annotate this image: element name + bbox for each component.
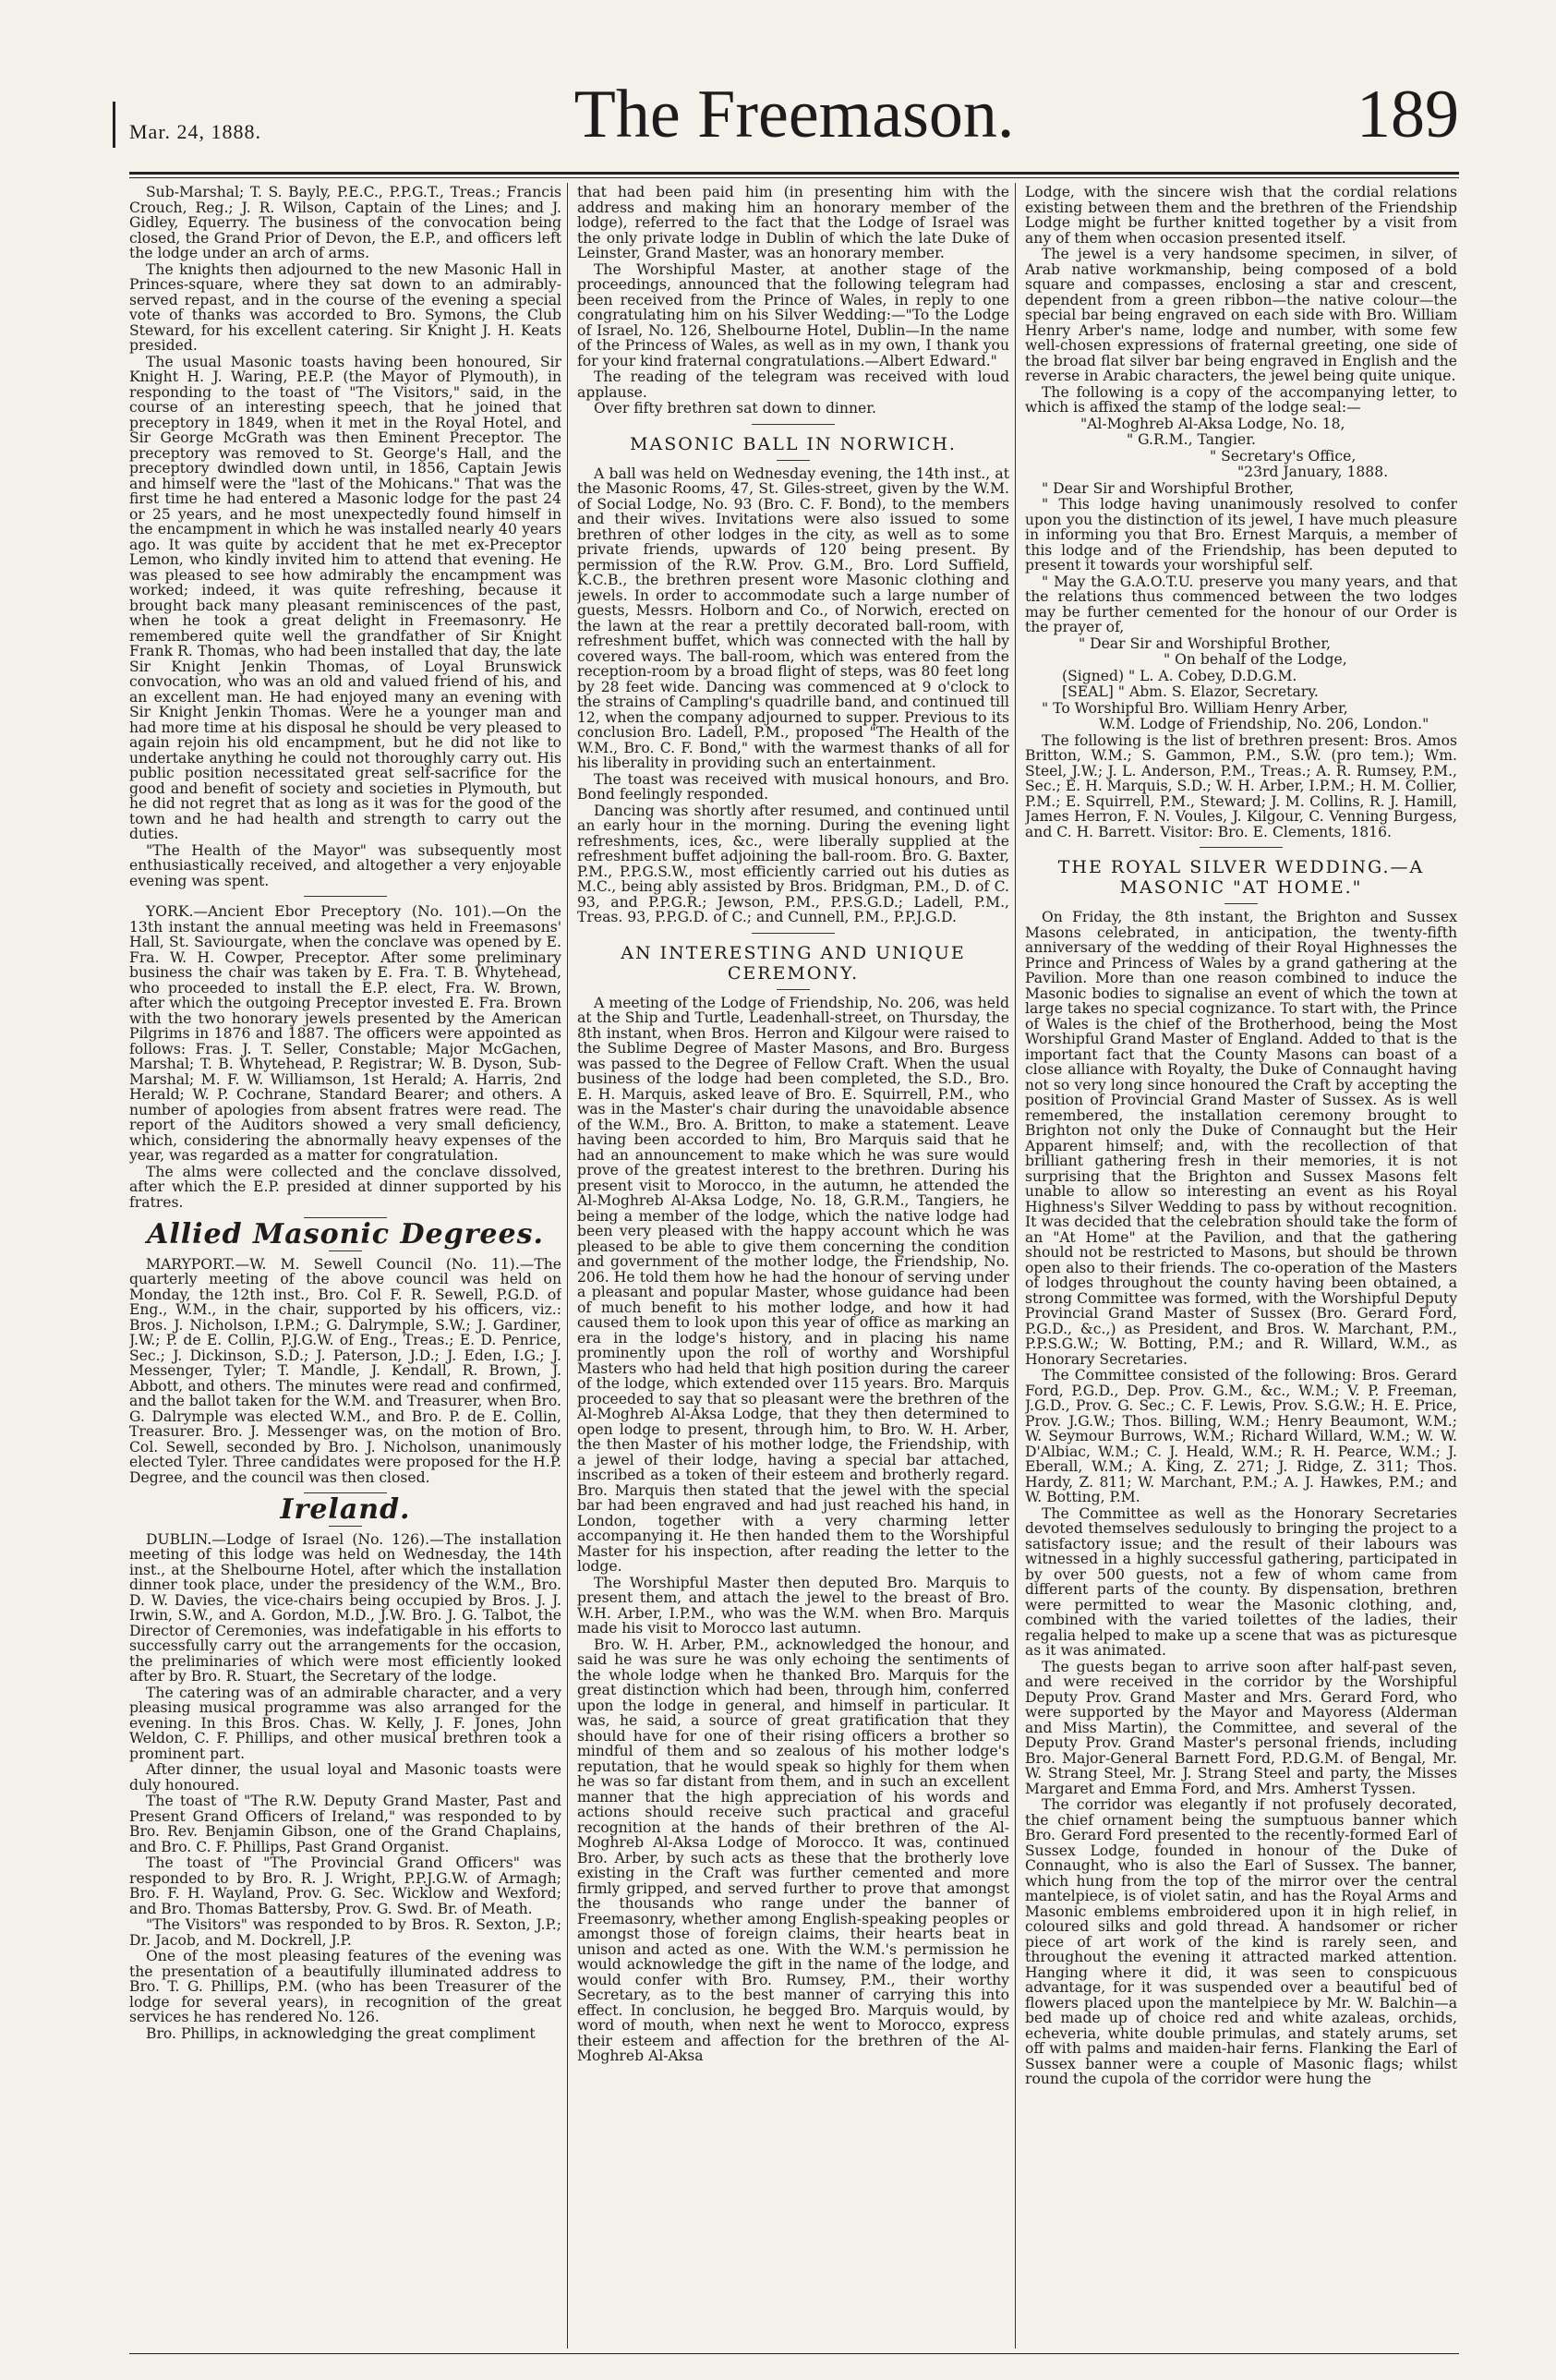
ceremony-report: A meeting of the Lodge of Friendship, No. 206, was held at the Ship and Turtle, Leadenhall-street, on Thursday, the 8th instant, when Bros. Herron and Kilgour were raised to the Sublime Degree of Master Masons, and Bro. Burgess was passed to the Degree of Fellow Craft. When the usual business of the lodge had been completed, the S.D., Bro. E. H. Marquis, asked leave of Bro. E. Squirrell, P.M., who was in the Master's chair during the unavoidable absence of the W.M., Bro. A. Britton, to make a statement. Leave having been accorded to him, Bro Marquis said that he had an announcement to make which he was sure would prove of the greatest interest to the brethren. During his present visit to Morocco, in the autumn, he attended the Al-Moghreb Al-Aksa Lodge, No. 18, G.R.M., Tangiers, he being a member of the lodge, which the native lodge had been very pleased with the happy account which he was pleased to be able to give them concerning the condition and government of the mother lodge, the Friendship, No. 206. He told them how he had the honour of serving under a pleasant and popular Master, whose guidance had been of much benefit to his mother lodge, and how it had caused them to look upon this year of office as marking an era in the lodge's history, and in placing his name prominently upon the roll of worthy and Worshipful Masters who had held that high position during the career of the lodge, which extended over 115 years. Bro. Marquis proceeded to say that so pleasant were the brethren of the Al-Moghreb Al-Aksa Lodge, that they then determined to open lodge to present, through him, to Bro. W. H. Arber, the then Master of his mother lodge, the Friendship, with a jewel of their lodge, having a special bar attached, inscribed as a token of their esteem and brotherly regard. Bro. Marquis then stated that the jewel with the special bar had been engraved and had just reached his hand, in London, together with a very charming letter accompanying it. He then handed them to the Worshipful Master for his inspection, after reading the letter to the lodge. <box>577 994 1009 1575</box>
letter-line: "23rd January, 1888. <box>1237 464 1389 480</box>
dublin-report: DUBLIN.—Lodge of Israel (No. 126).—The installation meeting of this lodge was held on Wednesday, the 14th inst., at the Shelbourne Hotel, after which the installation dinner took place, under the presidency of the W.M., Bro. D. W. Davies, the vice-chairs being occupied by Bros. J. J. Irwin, S.W., and A. Gordon, M.D., J.W. Bro. J. G. Talbot, the Director of Ceremonies, was indefatigable in his efforts to successfully carry out the arrangements for the occasion, the preliminaries of which were most efficiently looked after by Bro. R. Stuart, the Secretary of the lodge. <box>129 1530 561 1685</box>
column-2 <box>577 185 1009 2346</box>
ball-report: The toast was received with musical honours, and Bro. Bond feelingly responded. <box>577 770 1009 803</box>
section-divider <box>1224 903 1258 904</box>
column-1 <box>129 185 561 2346</box>
section-heading-royal-silver-wedding: THE ROYAL SILVER WEDDING.—A MASONIC "AT HOME." <box>1057 857 1425 898</box>
letter-line: " To Worshipful Bro. William Henry Arber, <box>1042 699 1348 717</box>
ceremony-report: The Worshipful Master then deputed Bro. Marquis to present them, and attach the jewel to the breast of Bro. W.H. Arber, I.P.M., who was the W.M. when Bro. Marquis made his visit to Morocco last autumn. <box>577 1574 1009 1637</box>
article-paragraph: The Worshipful Master, at another stage of the proceedings, announced that the following telegram had been received from the Prince of Wales, in reply to one congratulating him on his Silver Wedding:—"To the Lodge of Israel, No. 126, Shelbourne Hotel, Dublin—In the name of the Princess of Wales, as well as in my own, I thank you for your kind fraternal congratulations.—Albert Edward." <box>577 260 1009 369</box>
maryport-report: MARYPORT.—W. M. Sewell Council (No. 11).—The quarterly meeting of the above council was held on Monday, the 12th inst., Bro. Col F. R. Sewell, P.G.D. of Eng., W.M., in the chair, supported by his officers, viz.: Bros. J. Nicholson, I.P.M.; G. Dalrymple, S.W.; J. Gardiner, J.W.; P. de E. Collin, P.J.G.W. of Eng., Treas.; E. D. Penrice, Sec.; J. Dickinson, S.D.; J. Paterson, J.D.; J. Eden, I.G.; J. Messenger, Tyler; T. Mandle, J. Kendall, R. Brown, J. Abbott, and others. The minutes were read and confirmed, and the ballot taken for the W.M. and Treasurer, when Bro. G. Dalrymple was elected W.M., and Bro. P. de E. Collin, Treasurer. Bro. J. Messenger was, on the motion of Bro. Col. Sewell, seconded by Bro. J. Nicholson, unanimously elected Tyler. Three candidates were proposed for the H.P. Degree, and the council was then closed. <box>129 1255 561 1486</box>
article-paragraph: that had been paid him (in presenting him with the address and making him an honorary member of the lodge), referred to the fact that the Lodge of Israel was the only private lodge in Dublin of which the late Duke of Leinster, Grand Master, was an honorary member. <box>577 185 1009 261</box>
column-divider <box>1015 183 1016 2349</box>
letter-signature: [SEAL] " Abm. S. Elazor, Secretary. <box>1062 683 1319 700</box>
ceremony-report: Bro. W. H. Arber, P.M., acknowledged the honour, and said he was sure he was only echoing the sentiments of the whole lodge when he thanked Bro. Marquis for the great distinction which had been, through him, conferred upon the lodge in general, and himself in particular. It was, he said, a source of great gratification that they should have for one of their rising officers a brother so mindful of them and so zealous of his mother lodge's reputation, that he would speak so highly for them when he was so far distant from them, and in such an excellent manner that the high appreciation of his words and actions should receive such practical and graceful recognition at the hands of their brethren of the Al-Moghreb Al-Aksa Lodge of Morocco. It was, continued Bro. Arber, by such acts as these that the brotherly love existing in the Craft was further cemented and more firmly gripped, and served further to prove that amongst the thousands who range under the banner of Freemasonry, whether among English-speaking peoples or amongst those of foreign claims, their hearts beat in unison and acted as one. With the W.M.'s permission he would acknowledge the gift in the name of the lodge, and would confer with Bro. Rumsey, P.M., their worthy Secretary, as to the best manner of carrying this into effect. In conclusion, he begged Bro. Marquis would, by word of mouth, when next he went to Morocco, express their esteem and affection for the brethren of the Al-Moghreb Al-Aksa <box>577 1636 1009 2064</box>
dublin-report: Bro. Phillips, in acknowledging the great compliment <box>146 2024 536 2042</box>
article-paragraph: The usual Masonic toasts having been honoured, Sir Knight H. J. Waring, P.E.P. (the Mayor of Plymouth), in responding to the toast of "The Visitors," said, in the course of an interesting speech, that he joined that preceptory in 1849, when it met in the Royal Hotel, and Sir George McGrath was then Eminent Preceptor. The preceptory was removed to St. George's Hall, and the preceptory dwindled down until, in 1856, Captain Jewis and himself were the "last of the Mohicans." That was the first time he had entered a Masonic lodge for the past 24 or 25 years, and he most unexpectedly found himself in the encampment in which he was installed nearly 40 years ago. It was quite by accident that he met ex-Preceptor Lemon, who kindly invited him to attend that evening. He was pleased to see how admirably the encampment was worked; indeed, it was quite refreshing, because it brought back many pleasant reminiscences of the past, when he took a great delight in Freemasonry. He remembered quite well the grandfather of Sir Knight Frank R. Thomas, who had been installed that day, the late Sir Knight Jenkin Thomas, of Loyal Brunswick convocation, who was an old and valued friend of his, and an excellent man. He had enjoyed many an evening with Sir Knight Jenkin Thomas. Were he a younger man and had more time at his disposal he should be very pleased to again rejoin his old encampment, but he did not like to undertake anything he could not thoroughly carry out. His public position necessitated great self-sacrifice for the good and benefit of society and societies in Plymouth, but he did not regret that as long as it was for the good of the town and he had health and strength to carry out the duties. <box>129 353 561 842</box>
masthead-rule-thin <box>129 177 1459 178</box>
letter-line: " On behalf of the Lodge, <box>1164 651 1347 668</box>
ball-report: A ball was held on Wednesday evening, the 14th inst., at the Masonic Rooms, 47, St. Giles-street, given by the W.M. of Social Lodge, No. 93 (Bro. C. F. Bond), to the members and their wives. Invitations were also issued to some brethren of other lodges in the city, as well as to some private friends, upwards of 120 being present. By permission of the R.W. Prov. G.M., Bro. Lord Suffield, K.C.B., the brethren present wore Masonic clothing and jewels. In order to accommodate such a large number of guests, Messrs. Holborn and Co., of Norwich, erected on the lawn at the rear a prettily decorated ball-room, with refreshment buffet, which was connected with the hall by covered ways. The ball-room, which was entered from the reception-room by a broad flight of steps, was 80 feet long by 28 feet wide. Dancing was commenced at 9 o'clock to the strains of Campling's quadrille band, and continued till 12, when the company adjourned to supper. Previous to its conclusion Bro. Ladell, P.M., proposed "The Health of the W.M., Bro. C. F. Bond," with the warmest thanks of all for his liberality in providing such an entertainment. <box>577 465 1009 771</box>
footer-rule <box>129 2353 1459 2354</box>
section-heading-ireland: Ireland. <box>280 1493 411 1526</box>
letter-line: " Secretary's Office, <box>1210 447 1357 465</box>
wedding-report: The guests began to arrive soon after half-past seven, and were received in the corridor by the Worshipful Deputy Prov. Grand Master and Mrs. Gerard Ford, who were supported by the Mayor and Mayoress (Alderman and Miss Martin), the Committee, and several of the Deputy Prov. Grand Master's personal friends, including Bro. Major-General Barnett Ford, P.D.G.M. of Bengal, Mr. W. Strang Steel, Mr. J. Strang Steel and party, the Misses Margaret and Emma Ford, and Mrs. Amherst Tyssen. <box>1025 1658 1457 1797</box>
section-divider <box>777 460 810 461</box>
wedding-report: The Committee as well as the Honorary Secretaries devoted themselves sedulously to bringing the project to a satisfactory issue; and the result of their labours was witnessed in a highly successful gathering, participated in by over 500 guests, not a few of whom came from different parts of the county. By dispensation, brethren were permitted to wear the Masonic clothing, and, combined with the varied toilettes of the ladies, their regalia helped to make up a scene that was as picturesque as it was animated. <box>1025 1504 1457 1659</box>
article-paragraph: The knights then adjourned to the new Masonic Hall in Princes-square, where they sat down to an admirably-served repast, and in the course of the evening a special vote of thanks was accorded to Bro. Symons, the Club Steward, for his excellent catering. Sir Knight J. H. Keats presided. <box>129 260 561 354</box>
york-report: YORK.—Ancient Ebor Preceptory (No. 101).—On the 13th instant the annual meeting was held in Freemasons' Hall, St. Saviourgate, when the conclave was opened by E. Fra. W. H. Cowper, Preceptor. After some preliminary business the chair was taken by E. Fra. T. B. Whytehead, who proceeded to install the E.P. elect, Fra. W. Brown, after which the outgoing Preceptor invested E. Fra. Brown with the two honorary jewels presented by the American Pilgrims in 1876 and 1887. The officers were appointed as follows: Fras. J. T. Seller, Constable; Major McGachen, Marshal; T. B. Whytehead, P. Registrar; W. B. Dyson, Sub-Marshal; M. F. W. Williamson, 1st Herald; A. Harris, 2nd Herald; W. P. Cochrane, Standard Bearer; and others. A number of apologies from absent fratres were read. The report of the Auditors showed a very small deficiency, which, considering the abnormally heavy expenses of the year, was regarded as a matter for congratulation. <box>129 903 561 1164</box>
letter-line: "Al-Moghreb Al-Aksa Lodge, No. 18, <box>1080 415 1345 432</box>
dublin-report: The toast of "The Provincial Grand Officers" was responded to by Bro. R. J. Wright, P.P.J.G.W. of Armagh; Bro. F. H. Wayland, Prov. G. Sec. Wicklow and Wexford; and Bro. Thomas Battersby, Prov. G. Swd. Br. of Meath. <box>129 1854 561 1917</box>
dublin-report: The catering was of an admirable character, and a very pleasing musical programme was also arranged for the evening. In this Bros. Chas. W. Kelly, J. F. Jones, John Weldon, C. F. Phillips, and other musical brethren took a prominent part. <box>129 1684 561 1762</box>
column-divider <box>567 183 568 2349</box>
article-paragraph: Sub-Marshal; T. S. Bayly, P.E.C., P.P.G.T., Treas.; Francis Crouch, Reg.; J. R. Wilson, Captain of the Lines; and J. Gidley, Equerry. The business of the convocation being closed, the Grand Prior of Devon, the E.P., and officers left the lodge under an arch of arms. <box>129 185 561 261</box>
dublin-report: "The Visitors" was responded to by Bros. R. Sexton, J.P.; Dr. Jacob, and M. Dockrell, J.P. <box>129 1916 561 1949</box>
section-divider <box>752 424 835 425</box>
dublin-report: One of the most pleasing features of the evening was the presentation of a beautifully illuminated address to Bro. T. G. Phillips, P.M. (who has been Treasurer of the lodge for several years), in recognition of the great services he has rendered No. 126. <box>129 1948 561 2025</box>
masthead <box>129 57 1459 166</box>
newspaper-title: The Freemason. <box>573 77 1015 152</box>
section-divider <box>752 933 835 934</box>
wedding-report: The Committee consisted of the following: Bros. Gerard Ford, P.G.D., Dep. Prov. G.M., &c., W.M.; V. P. Freeman, J.G.D., Prov. G. Sec.; C. F. Lewis, Prov. S.G.W.; H. E. Price, Prov. J.G.W.; Thos. Billing, W.M.; Henry Beaumont, W.M.; W. Seymour Burrows, W.M.; Richard Willard, W.M.; W. W. D'Albiac, W.M.; C. J. Heald, W.M.; R. H. Pearce, W.M.; J. Eberall, W.M.; A. King, Z. 271; J. Ridge, Z. 311; Thos. Hardy, Z. 811; W. Marchant, P.M.; A. J. Hawkes, P.M.; and W. Botting, P.M. <box>1025 1367 1457 1505</box>
section-divider <box>777 989 810 990</box>
section-heading-allied-masonic-degrees: Allied Masonic Degrees. <box>147 1218 544 1250</box>
article-paragraph: The reading of the telegram was received with loud applause. <box>577 368 1009 401</box>
letter-line: W.M. Lodge of Friendship, No. 206, London." <box>1099 716 1429 732</box>
article-paragraph: Over fifty brethren sat down to dinner. <box>594 400 876 417</box>
letter-line: " Dear Sir and Worshipful Brother, <box>1042 479 1295 497</box>
article-paragraph: The following is the list of brethren present: Bros. Amos Britton, W.M.; S. Gammon, P.M., S.W. (pro tem.); Wm. Steel, J.W.; J. L. Anderson, P.M., Treas.; A. R. Rumsey, P.M., Sec.; E. H. Marquis, S.D.; W. H. Arber, I.P.M.; H. M. Collier, P.M.; E. Squirrell, P.M., Steward; J. M. Collins, R. J. Hamill, James Herron, F. N. Voules, J. Kilgour, C. Venning Burgess, and C. H. Barrett. Visitor: Bro. E. Clements, 1816. <box>1025 731 1457 840</box>
section-heading-masonic-ball: MASONIC BALL IN NORWICH. <box>630 433 957 454</box>
ball-report: Dancing was shortly after resumed, and continued until an early hour in the morning. During the evening light refreshments, ices, &c., were liberally supplied at the refreshment buffet adjoining the ball-room. Bro. G. Baxter, P.M., P.P.G.S.W., most efficiently carried out his duties as M.C., being ably assisted by Bros. Bridgman, P.M., D. of C. 93, and P.P.G.R.; Jewson, P.M., P.P.S.G.D.; Ladell, P.M., Treas. 93, P.P.G.D. of C.; and Cunnell, P.M., P.P.J.G.D. <box>577 802 1009 925</box>
letter-line: " G.R.M., Tangier. <box>1127 431 1256 448</box>
dublin-report: The toast of "The R.W. Deputy Grand Master, Past and Present Grand Officers of Ireland," was responded to by Bro. Rev. Benjamin Gibson, one of the Grand Chaplains, and Bro. C. F. Phillips, Past Grand Organist. <box>129 1793 561 1855</box>
wedding-report: The corridor was elegantly if not profusely decorated, the chief ornament being the sumptuous banner which Bro. Gerard Ford presented to the recently-formed Earl of Sussex Lodge, founded in honour of the Duke of Connaught, who is also the Earl of Sussex. The banner, which hung from the top of the mirror over the central mantelpiece, is of violet satin, and has the Royal Arms and Masonic emblems embroidered upon it in high relief, in coloured silks and gold thread. A handsomer or richer piece of art work of the kind is rarely seen, and throughout the evening it attracted marked attention. Hanging where it did, it was seen to conspicuous advantage, for it was suspended over a beautiful bed of flowers placed upon the mantelpiece by Mr. W. Balchin—a bed made up of choice red and white azaleas, orchids, echeveria, white double primulas, and stately arums, set off with palms and maiden-hair ferns. Flanking the Earl of Sussex banner were a couple of Masonic flags; whilst round the cupola of the corridor were hung the <box>1025 1796 1457 2087</box>
letter-line: " Dear Sir and Worshipful Brother, <box>1079 634 1332 652</box>
section-divider <box>1200 847 1283 848</box>
page-number: 189 <box>1357 77 1459 152</box>
letter-body: " This lodge having unanimously resolved to confer upon you the distinction of its jewel, I have much pleasure in informing you that Bro. Ernest Marquis, a member of this lodge and of the Friendship, has been deputed to present it towards your worshipful self. <box>1025 496 1457 574</box>
column-3 <box>1025 185 1457 2346</box>
letter-body: " May the G.A.O.T.U. preserve you many years, and that the relations thus commenced between the two lodges may be further cemented for the honour of our Order is the prayer of, <box>1025 573 1457 635</box>
wedding-report: On Friday, the 8th instant, the Brighton and Sussex Masons celebrated, in anticipation, the twenty-fifth anniversary of the wedding of their Royal Highnesses the Prince and Princess of Wales by a grand gathering at the Pavilion. More than one reason combined to induce the Masonic bodies to signalise an event of which the town at large takes no special cognizance. To start with, the Prince of Wales is the chief of the Brotherhood, being the Most Worshipful Grand Master of England. Added to that is the important fact that the County Masons can boast of a close alliance with Royalty, the Duke of Connaught having not so very long since honoured the Craft by accepting the position of Provincial Grand Master of Sussex. As is well remembered, the installation ceremony brought to Brighton not only the Duke of Connaught but the Heir Apparent himself; and, with the recollection of that brilliant gathering fresh in their memories, it is not surprising that the Brighton and Sussex Masons felt unable to allow so interesting an event as his Royal Highness's Silver Wedding to pass by without recognition. It was decided that the celebration should take the form of an "At Home" at the Pavilion, and that the gathering should not be restricted to Masons, but should be thrown open also to their friends. The co-operation of the Masters of lodges throughout the county having been obtained, a strong Committee was formed, with the Worshipful Deputy Provincial Grand Master of Sussex (Bro. Gerard Ford, P.G.D., &c.,) as President, and Bros. W. Marchant, P.M., P.P.S.G.W.; W. Botting, P.M.; and R. Willard, W.M., as Honorary Secretaries. <box>1025 909 1457 1368</box>
article-paragraph: "The Health of the Mayor" was subsequently most enthusiastically received, and altogether a very enjoyable evening was spent. <box>129 841 561 889</box>
page-edge-mark <box>113 102 115 148</box>
york-report-end: The alms were collected and the conclave dissolved, after which the E.P. presided at dinner supported by his fratres. <box>129 1163 561 1211</box>
section-divider <box>304 896 387 897</box>
article-paragraph: The following is a copy of the accompanying letter, to which is affixed the stamp of the lodge seal:— <box>1025 383 1457 416</box>
dublin-report: After dinner, the usual loyal and Masonic toasts were duly honoured. <box>129 1761 561 1794</box>
section-heading-unique-ceremony: AN INTERESTING AND UNIQUE CEREMONY. <box>621 942 966 984</box>
article-paragraph: The jewel is a very handsome specimen, in silver, of Arab native workmanship, being composed of a bold square and compasses, enclosing a star and crescent, dependent from a green ribbon—the native colour—the special bar being engraved on each side with Bro. William Henry Arber's name, lodge and number, with some few well-chosen expressions of fraternal greeting, one side of the broad flat silver bar being engraved in English and the reverse in Arabic characters, the jewel being quite unique. <box>1025 246 1457 384</box>
letter-signature: (Signed) " L. A. Cobey, D.D.G.M. <box>1062 667 1297 684</box>
masthead-rule <box>129 172 1459 175</box>
issue-date: Mar. 24, 1888. <box>129 120 261 143</box>
article-paragraph: Lodge, with the sincere wish that the cordial relations existing between them and the brethren of the Friendship Lodge might be further knitted together by a visit from any of them when occasion presented itself. <box>1025 185 1457 247</box>
